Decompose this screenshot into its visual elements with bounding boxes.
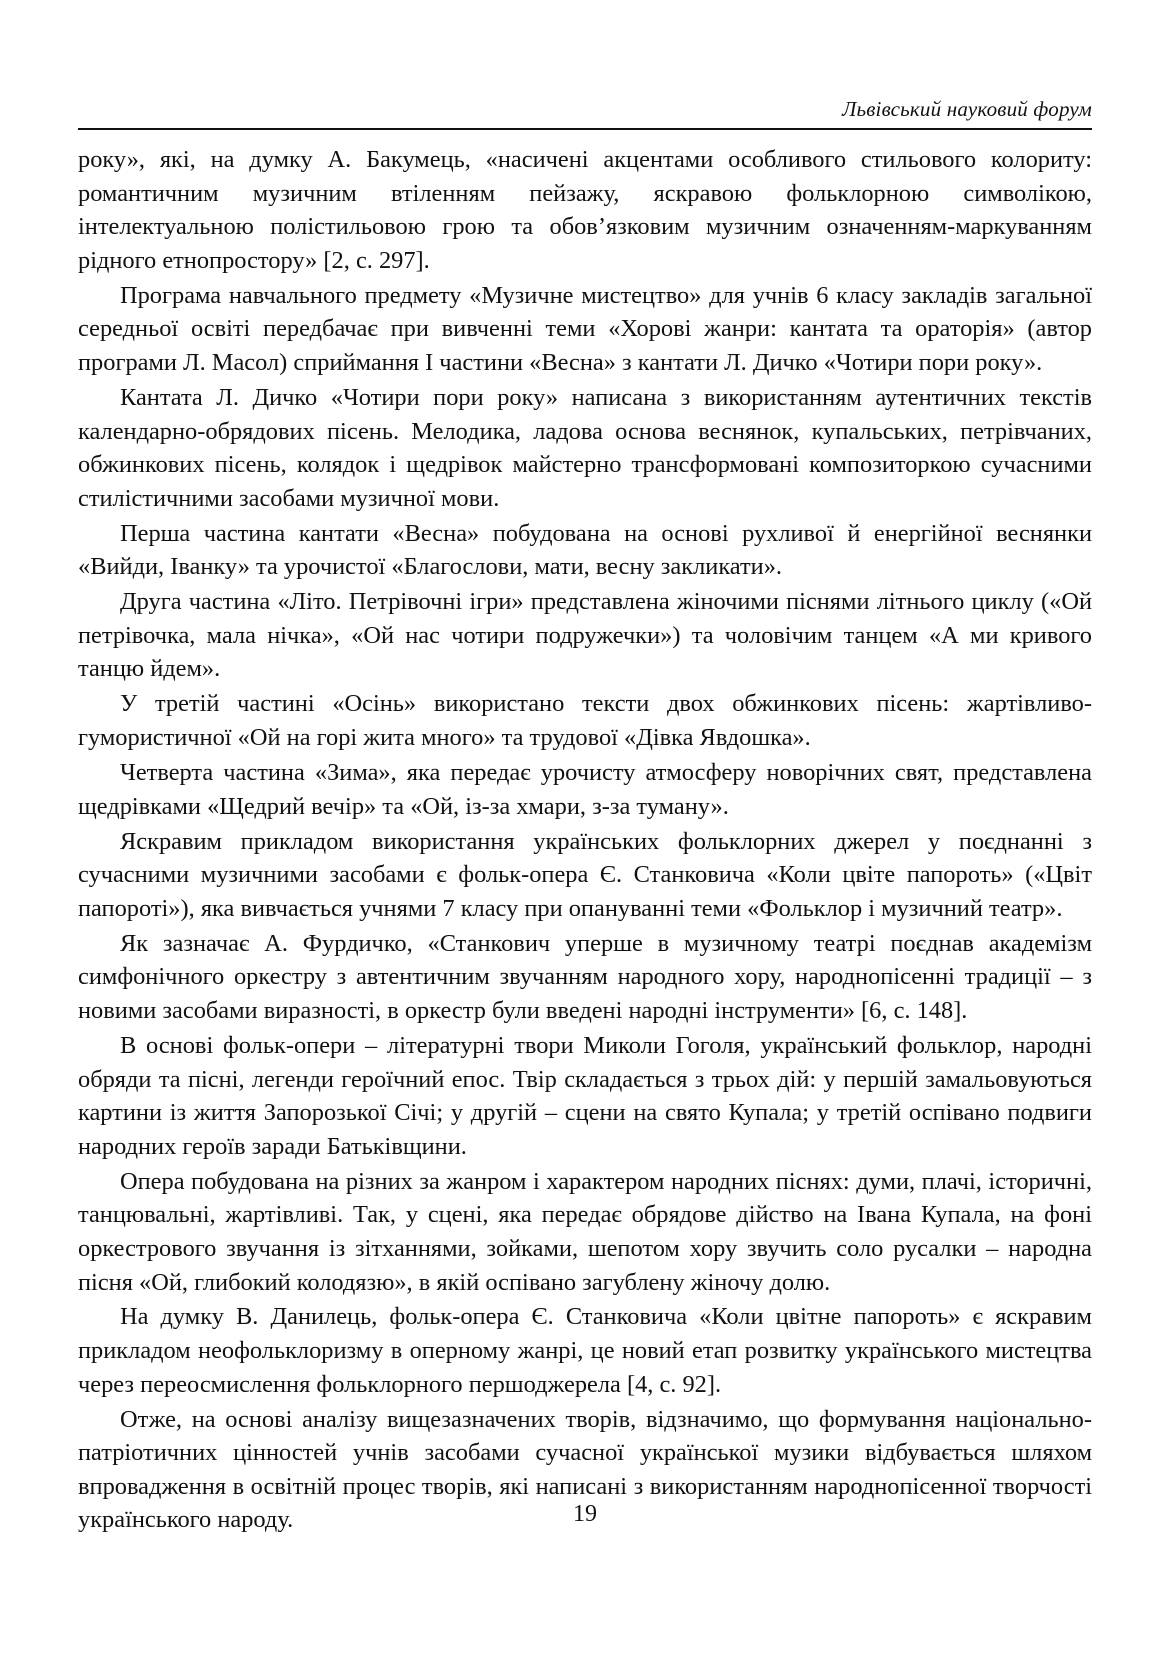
paragraph: Програма навчального предмету «Музичне мистецтво» для учнів 6 класу закладів загальної середньої освіті передбачає при вивченні теми «Хорові жанри: кантата та ораторія» (автор програми Л. Масол) сприймання І частини «Весна» з кантати Л. Дичко «Чотири пори року». xyxy=(78,281,1092,376)
paragraph: У третій частині «Осінь» використано тексти двох обжинкових пісень: жартівливо-гумористичної «Ой на горі жита много» та трудової «Дівка Явдошка». xyxy=(78,690,1092,752)
paragraph: Як зазначає А. Фурдичко, «Станкович уперше в музичному театрі поєднав академізм симфонічного оркестру з автентичним звучанням народного хору, народнопісенні традиції – з новими засобами виразності, в оркестр були введені народні інструменти» [6, с. 148]. xyxy=(78,929,1092,1024)
article-body xyxy=(78,143,1092,1538)
paragraph: Яскравим прикладом використання українських фольклорних джерел у поєднанні з сучасними музичними засобами є фольк-опера Є. Станковича «Коли цвіте папороть» («Цвіт папороті»), яка вивчається учнями 7 класу при опануванні теми «Фольклор і музичний театр». xyxy=(78,827,1092,922)
page-number: 19 xyxy=(573,1501,597,1527)
header-divider xyxy=(78,128,1092,130)
paragraph: В основі фольк-опери – літературні твори Миколи Гоголя, український фольклор, народні обряди та пісні, легенди героїчний епос. Твір складається з трьох дій: у першій замальовуються картини із життя Запорозької Січі; у другій – сцени на свято Купала; у третій оспівано подвиги народних героїв заради Батьківщини. xyxy=(78,1031,1092,1160)
paragraph: На думку В. Данилець, фольк-опера Є. Станковича «Коли цвітне папороть» є яскравим прикладом неофольклоризму в оперному жанрі, це новий етап розвитку українського мистецтва через переосмислення фольклорного першоджерела [4, с. 92]. xyxy=(78,1303,1092,1398)
paragraph: Четверта частина «Зима», яка передає урочисту атмосферу новорічних свят, представлена щедрівками «Щедрий вечір» та «Ой, із-за хмари, з-за туману». xyxy=(78,759,1092,820)
paragraph-continuation: року», які, на думку А. Бакумець, «насичені акцентами особливого стильового колориту: романтичним музичним втіленням пейзажу, яскравою фольклорною символікою, інтелектуальною полістильовою грою та обов’язковим музичним означенням-маркуванням рідного етнопростору» [2, с. 297]. xyxy=(78,146,1092,274)
paragraph: Кантата Л. Дичко «Чотири пори року» написана з використанням аутентичних текстів календарно-обрядових пісень. Мелодика, ладова основа веснянок, купальських, петрівчаних, обжинкових пісень, колядок і щедрівок майстерно трансформовані композиторкою сучасними стилістичними засобами музичної мови. xyxy=(78,383,1092,512)
running-header: Львівський науковий форум xyxy=(842,97,1092,121)
paragraph: Друга частина «Літо. Петрівочні ігри» представлена жіночими піснями літнього циклу («Ой петрівочка, мала нічка», «Ой нас чотири подружечки») та чоловічим танцем «А ми кривого танцю йдем». xyxy=(78,588,1092,683)
paragraph-conclusion: Отже, на основі аналізу вищезазначених творів, відзначимо, що формування національно-патріотичних цінностей учнів засобами сучасної української музики відбувається шляхом впровадження в освітній процес творів, які написані з використанням народнопісенної творчості українського народу. xyxy=(78,1405,1092,1534)
paragraph: Опера побудована на різних за жанром і характером народних піснях: думи, плачі, історичні, танцювальні, жартівливі. Так, у сцені, яка передає обрядове дійство на Івана Купала, на фоні оркестрового звучання із зітханнями, зойками, шепотом хору звучить соло русалки – народна пісня «Ой, глибокий колодязю», в якій оспівано загублену жіночу долю. xyxy=(78,1167,1092,1296)
paragraph: Перша частина кантати «Весна» побудована на основі рухливої й енергійної веснянки «Вийди, Іванку» та урочистої «Благослови, мати, весну закликати». xyxy=(78,519,1092,581)
